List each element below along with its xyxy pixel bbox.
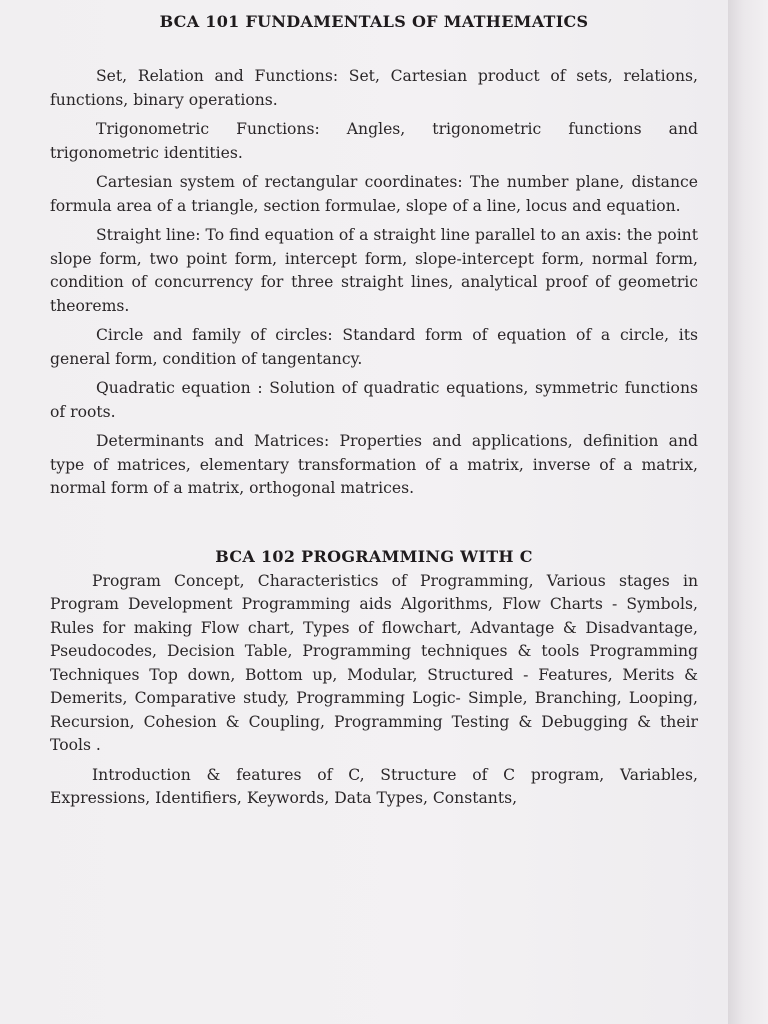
paragraph-quadratic-equation: Quadratic equation : Solution of quadratic equations, symmetric functions of roots. xyxy=(50,379,698,421)
page-content xyxy=(50,10,698,817)
paragraph-straight-line: Straight line: To find equation of a straight line parallel to an axis: the point slope form, two point form, intercept form, slope-intercept form, normal form, condition of concurrency for three straight lines, analytical proof of geometric theorems. xyxy=(50,226,698,315)
section-title-bca102: BCA 102 PROGRAMMING WITH C xyxy=(215,546,533,566)
paragraph-cartesian-system: Cartesian system of rectangular coordinates: The number plane, distance formula area of a triangle, section formulae, slope of a line, locus and equation. xyxy=(50,173,698,215)
paragraph-trigonometric-functions: Trigonometric Functions: Angles, trigonometric functions and trigonometric identities. xyxy=(50,120,698,162)
paragraph-program-concept: Program Concept, Characteristics of Programming, Various stages in Program Development Programming aids Algorithms, Flow Charts - Symbols, Rules for making Flow chart, Types of flowchart, Advantage & Disadvantage, Pseudocodes, Decision Table, Programming techniques & tools Programming Techniques Top down, Bottom up, Modular, Structured - Features, Merits & Demerits, Comparative study, Programming Logic- Simple, Branching, Looping, Recursion, Cohesion & Coupling, Programming Testing & Debugging & their Tools . xyxy=(50,571,698,754)
paragraph-determinants-matrices: Determinants and Matrices: Properties and applications, definition and type of matrices, elementary transformation of a matrix, inverse of a matrix, normal form of a matrix, orthogonal matrices. xyxy=(50,432,698,497)
section-title-bca101: BCA 101 FUNDAMENTALS OF MATHEMATICS xyxy=(159,12,589,31)
paragraph-circle-family: Circle and family of circles: Standard form of equation of a circle, its general form, condition of tangentancy. xyxy=(50,326,698,368)
section-spacer xyxy=(50,507,698,547)
paragraph-introduction-c: Introduction & features of C, Structure of C program, Variables, Expressions, Identifiers, Keywords, Data Types, Constants, xyxy=(50,765,698,807)
paragraph-set-relation-functions: Set, Relation and Functions: Set, Cartesian product of sets, relations, functions, binary operations. xyxy=(50,67,698,109)
page-edge xyxy=(728,0,768,1024)
